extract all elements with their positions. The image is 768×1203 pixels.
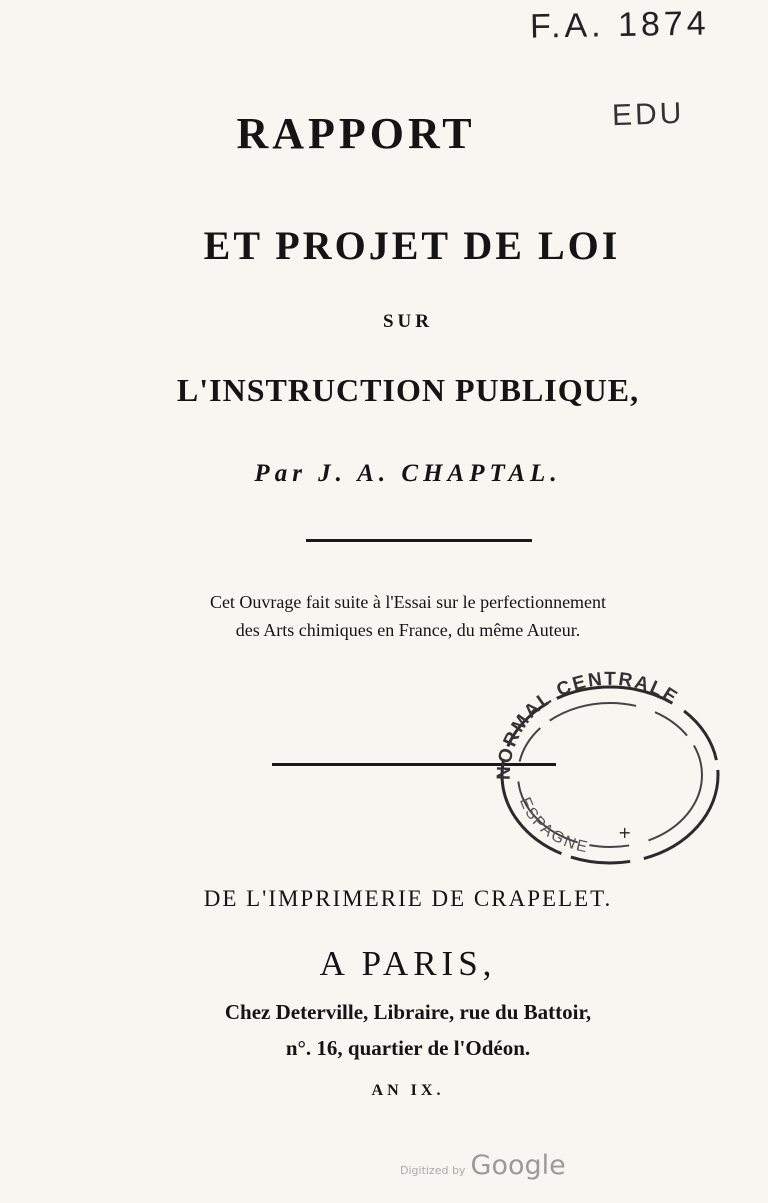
library-stamp (480, 660, 720, 870)
address-line: n°. 16, quartier de l'Odéon. (285, 1036, 531, 1060)
printer-line: DE L'IMPRIMERIE DE CRAPELET. (203, 886, 613, 911)
stamp-bottom-text: ESPAGNE (515, 795, 591, 857)
year-line: AN IX. (371, 1082, 445, 1099)
handwritten-annotation: EDU (611, 96, 685, 133)
publisher-line: Chez Deterville, Libraire, rue du Battoir, (224, 1000, 592, 1024)
digitized-prefix: Digitized by (400, 1164, 466, 1177)
shelfmark-handwritten: F.A. 1874 (529, 4, 710, 46)
note-line-1: Cet Ouvrage fait suite à l'Essai sur le perfectionnement (209, 592, 607, 612)
svg-text:ESPAGNE (516, 795, 591, 857)
title-line-3: SUR (382, 311, 433, 332)
divider-rule (306, 539, 532, 542)
note-line-2: des Arts chimiques en France, du même Auteur. (235, 620, 581, 640)
author-line: Par J. A. CHAPTAL. (254, 460, 562, 487)
title-line-1: RAPPORT (236, 109, 476, 158)
svg-text:+: + (618, 823, 632, 842)
digitized-by-watermark (400, 1150, 566, 1181)
stamp-top-text: NORMAL CENTRALE (493, 668, 683, 781)
svg-text:NORMAL CENTRALE (494, 669, 682, 780)
title-line-2: ET PROJET DE LOI (203, 223, 621, 268)
google-logo: Google (470, 1150, 566, 1181)
title-line-4: L'INSTRUCTION PUBLIQUE, (176, 372, 640, 408)
city-line: A PARIS, (319, 944, 497, 983)
